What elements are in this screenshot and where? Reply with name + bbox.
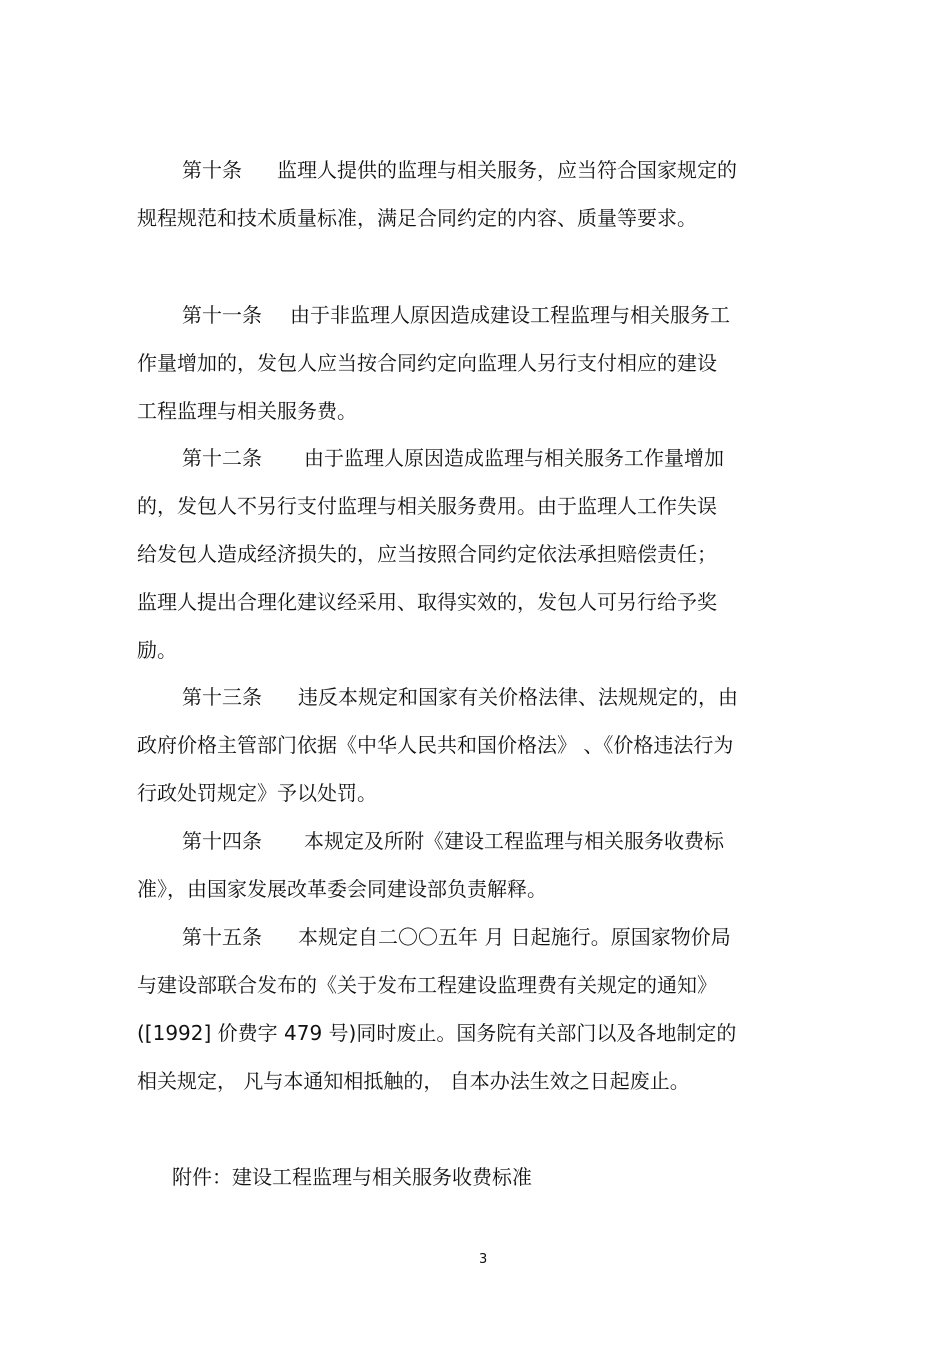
article-13-first-line [182,682,738,712]
article-11-line: 作量增加的，发包人应当按合同约定向监理人另行支付相应的建设 [137,351,717,375]
article-12-first-line [182,443,724,473]
article-13-text: 违反本规定和国家有关价格法律、法规规定的，由 [298,685,738,709]
article-14-text: 本规定及所附《建设工程监理与相关服务收费标 [304,829,724,853]
page-number: 3 [479,1252,488,1267]
article-11-line: 工程监理与相关服务费。 [137,399,357,423]
article-15-first-line [182,922,731,952]
article-15-line: ([1992] 价费字 479 号)同时废止。国务院有关部门以及各地制定的 [137,1021,737,1045]
article-10-first-line [182,155,737,185]
attachment-note: 附件：建设工程监理与相关服务收费标准 [172,1165,532,1189]
article-12-heading: 第十二条 [182,446,262,470]
article-12-line: 励。 [137,638,177,662]
article-10-text: 监理人提供的监理与相关服务，应当符合国家规定的 [277,158,737,182]
article-14-heading: 第十四条 [182,829,262,853]
article-13-line: 政府价格主管部门依据《中华人民共和国价格法》 、《价格违法行为 [137,733,734,757]
article-13-heading: 第十三条 [182,685,262,709]
article-13-line: 行政处罚规定》予以处罚。 [137,781,377,805]
article-11-text: 由于非监理人原因造成建设工程监理与相关服务工 [290,303,730,327]
article-10-line: 规程规范和技术质量标准，满足合同约定的内容、质量等要求。 [137,206,697,230]
article-14-first-line [182,826,724,856]
article-10-heading: 第十条 [182,158,242,182]
article-11-first-line [182,300,730,330]
article-12-line: 监理人提出合理化建议经采用、取得实效的，发包人可另行给予奖 [137,590,717,614]
article-15-heading: 第十五条 [182,925,262,949]
article-15-text: 本规定自二〇〇五年 月 日起施行。原国家物价局 [298,925,731,949]
article-11-heading: 第十一条 [182,303,262,327]
article-12-line: 给发包人造成经济损失的，应当按照合同约定依法承担赔偿责任； [137,542,717,566]
article-15-line: 相关规定， 凡与本通知相抵触的， 自本办法生效之日起废止。 [137,1069,690,1093]
article-15-line: 与建设部联合发布的《关于发布工程建设监理费有关规定的通知》 [137,973,717,997]
article-12-text: 由于监理人原因造成监理与相关服务工作量增加 [304,446,724,470]
article-12-line: 的，发包人不另行支付监理与相关服务费用。由于监理人工作失误 [137,494,717,518]
article-14-line: 准》，由国家发展改革委会同建设部负责解释。 [137,877,547,901]
